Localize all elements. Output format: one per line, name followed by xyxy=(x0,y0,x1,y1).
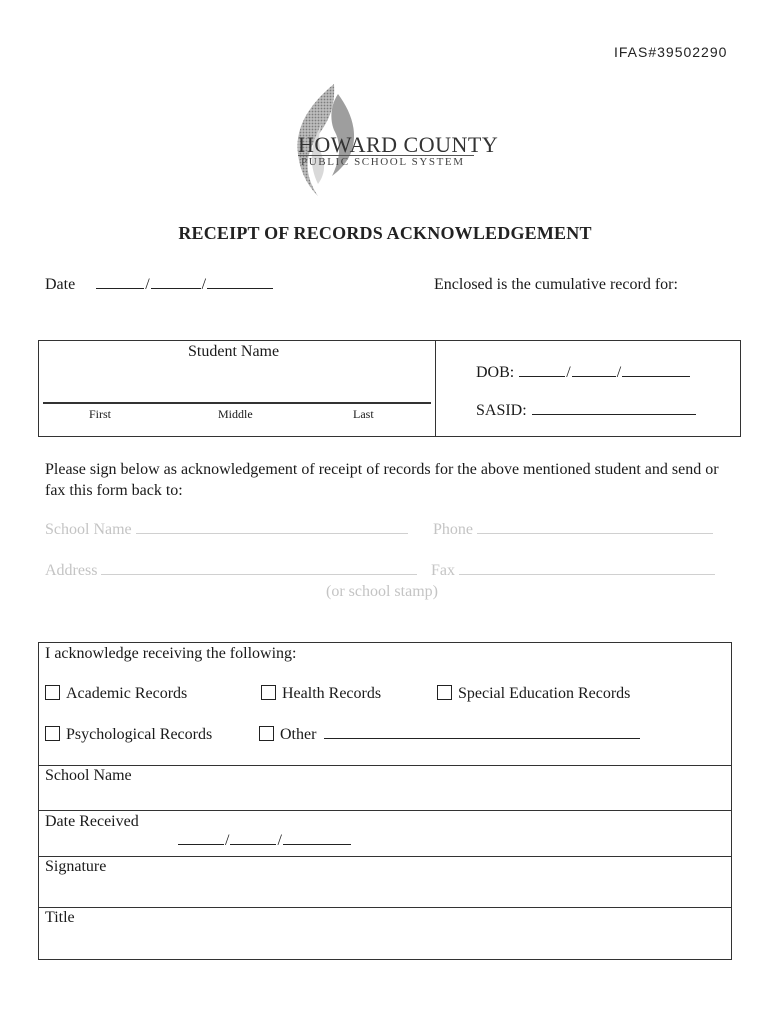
sender-fax-field[interactable] xyxy=(459,573,715,575)
logo-subtitle: PUBLIC SCHOOL SYSTEM xyxy=(301,156,465,168)
last-name-label: Last xyxy=(353,407,374,421)
date-year-field[interactable] xyxy=(207,287,273,289)
special-ed-records-checkbox[interactable] xyxy=(437,685,452,700)
sender-phone-row xyxy=(433,521,713,539)
acknowledge-heading: I acknowledge receiving the following: xyxy=(45,645,297,662)
other-records-label: Other xyxy=(280,726,317,743)
sasid-row xyxy=(476,402,697,420)
date-received-row: / / xyxy=(177,832,352,850)
date-label: Date xyxy=(45,276,76,293)
health-records-option[interactable] xyxy=(261,685,381,703)
psychological-records-option[interactable] xyxy=(45,726,212,744)
psychological-records-label: Psychological Records xyxy=(66,726,213,743)
sender-fax-row xyxy=(431,562,715,580)
signature-field[interactable] xyxy=(39,857,731,906)
sasid-label: SASID: xyxy=(476,402,527,419)
sender-fax-label: Fax xyxy=(431,562,455,579)
sender-school-row xyxy=(45,521,408,539)
dob-day-field[interactable] xyxy=(572,375,616,377)
sender-phone-label: Phone xyxy=(433,521,473,538)
academic-records-label: Academic Records xyxy=(66,685,188,702)
logo-name: HOWARD COUNTY xyxy=(298,132,499,157)
enclosed-text: Enclosed is the cumulative record for: xyxy=(434,276,678,293)
sender-phone-field[interactable] xyxy=(477,532,713,534)
special-ed-records-option[interactable] xyxy=(437,685,630,703)
date-month-field[interactable] xyxy=(96,287,144,289)
first-name-label: First xyxy=(89,407,112,421)
health-records-checkbox[interactable] xyxy=(261,685,276,700)
academic-records-checkbox[interactable] xyxy=(45,685,60,700)
sender-school-name-label: School Name xyxy=(45,521,132,538)
other-records-checkbox[interactable] xyxy=(259,726,274,741)
date-row: Date / / xyxy=(45,276,274,294)
sasid-field[interactable] xyxy=(532,413,696,415)
academic-records-option[interactable] xyxy=(45,685,187,703)
other-records-field[interactable] xyxy=(324,737,640,739)
student-name-line xyxy=(43,402,431,404)
health-records-label: Health Records xyxy=(282,685,382,702)
special-ed-records-label: Special Education Records xyxy=(458,685,631,702)
dob-label: DOB: xyxy=(476,364,515,381)
sender-address-field[interactable] xyxy=(101,573,417,575)
instructions-text: Please sign below as acknowledgement of receipt of records for the above mentioned student and send or fax this form back to: xyxy=(45,461,719,499)
dob-row: DOB: / / xyxy=(476,364,691,382)
sender-address-row xyxy=(45,562,417,580)
middle-name-label: Middle xyxy=(218,407,253,421)
received-year-field[interactable] xyxy=(283,843,351,845)
other-records-option[interactable] xyxy=(259,726,641,744)
dob-year-field[interactable] xyxy=(622,375,690,377)
form-id: IFAS#39502290 xyxy=(614,44,728,60)
school-name-label: School Name xyxy=(45,767,132,784)
student-name-label: Student Name xyxy=(188,343,280,360)
dob-month-field[interactable] xyxy=(519,375,565,377)
student-box-divider xyxy=(435,340,436,437)
psychological-records-checkbox[interactable] xyxy=(45,726,60,741)
sender-address-label: Address xyxy=(45,562,98,579)
school-name-field[interactable] xyxy=(39,766,731,809)
row-divider xyxy=(38,810,732,811)
stamp-note: (or school stamp) xyxy=(326,583,438,600)
sender-school-name-field[interactable] xyxy=(136,532,408,534)
title-field[interactable] xyxy=(39,908,731,959)
date-received-label: Date Received xyxy=(45,813,139,830)
student-name-field[interactable] xyxy=(43,364,431,400)
signature-label: Signature xyxy=(45,858,107,875)
date-day-field[interactable] xyxy=(151,287,201,289)
received-month-field[interactable] xyxy=(178,843,224,845)
page-title: RECEIPT OF RECORDS ACKNOWLEDGEMENT xyxy=(178,223,592,243)
title-label: Title xyxy=(45,909,75,926)
received-day-field[interactable] xyxy=(230,843,276,845)
